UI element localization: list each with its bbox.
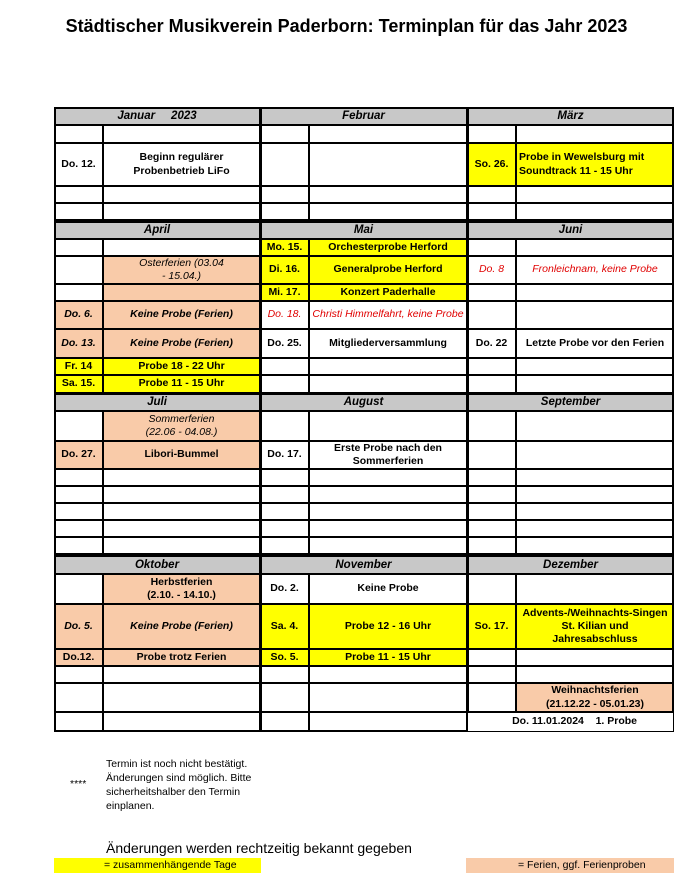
empty-cell: [54, 125, 103, 143]
month-header-feb: Februar: [260, 107, 467, 125]
empty-cell: [103, 203, 260, 220]
empty-cell: [260, 469, 309, 486]
event-date: Do. 25.: [260, 329, 309, 358]
empty-cell: [103, 125, 260, 143]
empty-cell: [260, 537, 309, 554]
empty-cell: [516, 666, 674, 683]
empty-cell: [516, 186, 674, 203]
event-date: Mi. 17.: [260, 284, 309, 301]
empty-cell: [260, 486, 309, 503]
empty-cell: [516, 239, 674, 256]
event-date: Do. 27.: [54, 441, 103, 469]
event-date: Do. 8: [467, 256, 516, 284]
event-text: Probe trotz Ferien: [103, 649, 260, 666]
event-text: Probe 11 - 15 Uhr: [103, 375, 260, 393]
empty-cell: [309, 125, 467, 143]
holiday-label: Osterferien (03.04 - 15.04.): [103, 256, 260, 284]
empty-cell: [516, 284, 674, 301]
empty-cell: [103, 239, 260, 256]
empty-cell: [467, 411, 516, 441]
event-text: Generalprobe Herford: [309, 256, 467, 284]
empty-cell: [467, 520, 516, 537]
event-text: Erste Probe nach den Sommerferien: [309, 441, 467, 469]
empty-cell: [54, 469, 103, 486]
event-date: Do. 13.: [54, 329, 103, 358]
event-date: Do. 22: [467, 329, 516, 358]
empty-cell: [516, 203, 674, 220]
empty-cell: [260, 520, 309, 537]
event-text: Probe 11 - 15 Uhr: [309, 649, 467, 666]
next-year-first-rehearsal: Do. 11.01.2024 1. Probe: [467, 712, 674, 732]
empty-cell: [516, 441, 674, 469]
empty-cell: [54, 712, 103, 732]
event-date: Do. 6.: [54, 301, 103, 329]
empty-cell: [260, 666, 309, 683]
empty-cell: [309, 203, 467, 220]
schedule-table: [54, 107, 674, 732]
empty-cell: [103, 469, 260, 486]
empty-cell: [309, 683, 467, 712]
empty-cell: [516, 469, 674, 486]
empty-cell: [516, 358, 674, 375]
empty-cell: [309, 503, 467, 520]
empty-cell: [467, 666, 516, 683]
month-header-jul: Juli: [54, 393, 260, 411]
empty-cell: [260, 375, 309, 393]
event-text: Christi Himmelfahrt, keine Probe: [309, 301, 467, 329]
empty-cell: [309, 143, 467, 186]
event-text: Letzte Probe vor den Ferien: [516, 329, 674, 358]
month-header-sep: September: [467, 393, 674, 411]
event-date: Do.12.: [54, 649, 103, 666]
month-header-mai: Mai: [260, 222, 467, 239]
empty-cell: [54, 411, 103, 441]
month-header-jun: Juni: [467, 222, 674, 239]
holiday-label: Herbstferien (2.10. - 14.10.): [103, 574, 260, 604]
empty-cell: [516, 125, 674, 143]
empty-cell: [309, 411, 467, 441]
empty-cell: [467, 186, 516, 203]
event-text: Keine Probe (Ferien): [103, 301, 260, 329]
event-text: Advents-/Weihnachts-Singen St. Kilian und Jahresabschluss: [516, 604, 674, 649]
legend-peach: = Ferien, ggf. Ferienproben: [466, 858, 674, 873]
event-date: Do. 17.: [260, 441, 309, 469]
empty-cell: [54, 256, 103, 284]
event-text: Probe 18 - 22 Uhr: [103, 358, 260, 375]
event-date: So. 5.: [260, 649, 309, 666]
event-date: Mo. 15.: [260, 239, 309, 256]
empty-cell: [516, 574, 674, 604]
empty-cell: [54, 520, 103, 537]
empty-cell: [260, 125, 309, 143]
empty-cell: [467, 358, 516, 375]
empty-cell: [260, 358, 309, 375]
event-date: Do. 18.: [260, 301, 309, 329]
event-text: Keine Probe (Ferien): [103, 604, 260, 649]
empty-cell: [260, 712, 309, 732]
event-text: Beginn regulärer Probenbetrieb LiFo: [103, 143, 260, 186]
month-header-apr: April: [54, 222, 260, 239]
event-date: Do. 5.: [54, 604, 103, 649]
empty-cell: [309, 375, 467, 393]
empty-cell: [516, 503, 674, 520]
event-date: So. 26.: [467, 143, 516, 186]
event-date: Di. 16.: [260, 256, 309, 284]
empty-cell: [467, 125, 516, 143]
empty-cell: [309, 469, 467, 486]
empty-cell: [103, 284, 260, 301]
empty-cell: [467, 537, 516, 554]
event-date: Fr. 14: [54, 358, 103, 375]
empty-cell: [103, 712, 260, 732]
event-text: Probe in Wewelsburg mit Soundtrack 11 - 15 Uhr: [516, 143, 674, 186]
empty-cell: [103, 666, 260, 683]
empty-cell: [54, 203, 103, 220]
empty-cell: [309, 520, 467, 537]
empty-cell: [54, 503, 103, 520]
empty-cell: [516, 411, 674, 441]
month-header-mar: März: [467, 107, 674, 125]
empty-cell: [467, 239, 516, 256]
changes-note: Änderungen werden rechtzeitig bekannt gegeben: [106, 840, 412, 856]
empty-cell: [54, 239, 103, 256]
empty-cell: [54, 683, 103, 712]
unconfirmed-note: Termin ist noch nicht bestätigt. Änderungen sind möglich. Bitte sicherheitshalber den Termin einplanen.: [106, 758, 252, 812]
empty-cell: [54, 186, 103, 203]
empty-cell: [260, 411, 309, 441]
empty-cell: [309, 712, 467, 732]
event-date: Sa. 4.: [260, 604, 309, 649]
empty-cell: [309, 486, 467, 503]
empty-cell: [54, 666, 103, 683]
empty-cell: [54, 537, 103, 554]
month-header-jan: Januar 2023: [54, 107, 260, 125]
empty-cell: [103, 537, 260, 554]
event-text: Probe 12 - 16 Uhr: [309, 604, 467, 649]
empty-cell: [260, 203, 309, 220]
holiday-label: Weihnachtsferien (21.12.22 - 05.01.23): [516, 683, 674, 712]
empty-cell: [467, 301, 516, 329]
empty-cell: [309, 666, 467, 683]
event-text: Libori-Bummel: [103, 441, 260, 469]
event-text: Mitgliederversammlung: [309, 329, 467, 358]
empty-cell: [467, 683, 516, 712]
event-date: Sa. 15.: [54, 375, 103, 393]
page-title: Städtischer Musikverein Paderborn: Terminplan für das Jahr 2023: [65, 16, 628, 36]
month-header-okt: Oktober: [54, 556, 260, 574]
empty-cell: [516, 649, 674, 666]
empty-cell: [103, 683, 260, 712]
month-header-aug: August: [260, 393, 467, 411]
legend-yellow: = zusammenhängende Tage: [54, 858, 261, 873]
empty-cell: [467, 203, 516, 220]
event-date: Do. 12.: [54, 143, 103, 186]
month-header-dez: Dezember: [467, 556, 674, 574]
event-text: Konzert Paderhalle: [309, 284, 467, 301]
empty-cell: [516, 486, 674, 503]
empty-cell: [260, 186, 309, 203]
event-date: Do. 2.: [260, 574, 309, 604]
empty-cell: [103, 520, 260, 537]
event-text: Keine Probe (Ferien): [103, 329, 260, 358]
empty-cell: [467, 284, 516, 301]
empty-cell: [309, 537, 467, 554]
month-header-nov: November: [260, 556, 467, 574]
holiday-label: Sommerferien (22.06 - 04.08.): [103, 411, 260, 441]
stars-marker: ****: [70, 778, 87, 790]
empty-cell: [467, 574, 516, 604]
empty-cell: [516, 375, 674, 393]
empty-cell: [516, 520, 674, 537]
empty-cell: [467, 503, 516, 520]
event-text: Orchesterprobe Herford: [309, 239, 467, 256]
empty-cell: [309, 186, 467, 203]
empty-cell: [260, 683, 309, 712]
empty-cell: [103, 503, 260, 520]
empty-cell: [103, 186, 260, 203]
empty-cell: [467, 469, 516, 486]
event-date: So. 17.: [467, 604, 516, 649]
event-text: Fronleichnam, keine Probe: [516, 256, 674, 284]
empty-cell: [54, 486, 103, 503]
event-text: Keine Probe: [309, 574, 467, 604]
empty-cell: [260, 143, 309, 186]
empty-cell: [516, 301, 674, 329]
empty-cell: [467, 441, 516, 469]
empty-cell: [516, 537, 674, 554]
empty-cell: [54, 574, 103, 604]
empty-cell: [260, 503, 309, 520]
empty-cell: [309, 358, 467, 375]
empty-cell: [467, 649, 516, 666]
empty-cell: [54, 284, 103, 301]
empty-cell: [103, 486, 260, 503]
empty-cell: [467, 375, 516, 393]
empty-cell: [467, 486, 516, 503]
